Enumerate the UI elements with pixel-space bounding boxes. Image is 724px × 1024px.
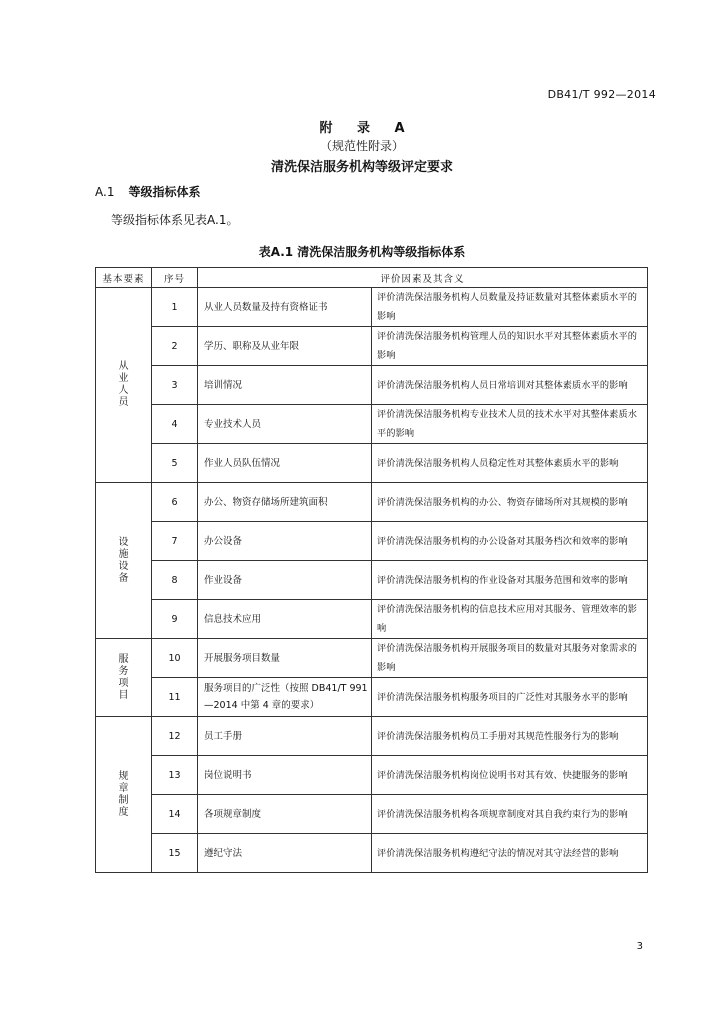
table-row [96, 288, 648, 327]
table-row [96, 834, 648, 873]
category-label: 从业人员 [118, 361, 129, 408]
row-number: 8 [152, 561, 198, 600]
row-factor: 专业技术人员 [198, 405, 372, 444]
category-label: 设施设备 [118, 536, 129, 584]
row-factor: 开展服务项目数量 [198, 639, 372, 678]
appendix-name: 清洗保洁服务机构等级评定要求 [270, 160, 453, 175]
row-number: 9 [152, 600, 198, 639]
row-number: 7 [152, 522, 198, 561]
table-row [96, 678, 648, 717]
category-cell [96, 483, 152, 639]
row-description: 评价清洗保洁服务机构服务项目的广泛性对其服务水平的影响 [372, 678, 648, 717]
row-factor: 培训情况 [198, 366, 372, 405]
row-description: 评价清洗保洁服务机构的办公、物资存储场所对其规模的影响 [372, 483, 648, 522]
table-row [96, 444, 648, 483]
table-row [96, 756, 648, 795]
row-number: 10 [152, 639, 198, 678]
table-row [96, 639, 648, 678]
row-factor: 服务项目的广泛性（按照 DB41/T 991—2014 中第 4 章的要求） [198, 678, 372, 717]
row-number: 12 [152, 717, 198, 756]
table-row [96, 561, 648, 600]
row-number: 1 [152, 288, 198, 327]
page-number: 3 [636, 941, 643, 952]
row-factor: 遵纪守法 [198, 834, 372, 873]
row-number: 6 [152, 483, 198, 522]
row-description: 评价清洗保洁服务机构人员稳定性对其整体素质水平的影响 [372, 444, 648, 483]
table-row [96, 405, 648, 444]
table-row [96, 717, 648, 756]
table-row [96, 327, 648, 366]
table-row [96, 522, 648, 561]
standard-code: DB41/T 992—2014 [547, 88, 656, 101]
row-factor: 各项规章制度 [198, 795, 372, 834]
row-description: 评价清洗保洁服务机构人员数量及持证数量对其整体素质水平的影响 [372, 288, 648, 327]
row-factor: 信息技术应用 [198, 600, 372, 639]
appendix-type: （规范性附录） [319, 139, 404, 153]
table-row [96, 600, 648, 639]
category-cell [96, 717, 152, 873]
category-cell [96, 288, 152, 483]
header-factor: 评价因素及其含义 [198, 268, 648, 288]
section-number: A.1 [95, 185, 115, 199]
row-number: 13 [152, 756, 198, 795]
row-description: 评价清洗保洁服务机构专业技术人员的技术水平对其整体素质水平的影响 [372, 405, 648, 444]
section-heading [95, 183, 200, 200]
section-text: 等级指标体系见表A.1。 [111, 213, 239, 227]
row-description: 评价清洗保洁服务机构开展服务项目的数量对其服务对象需求的影响 [372, 639, 648, 678]
row-factor: 办公设备 [198, 522, 372, 561]
section-title: 等级指标体系 [128, 185, 201, 199]
row-description: 评价清洗保洁服务机构岗位说明书对其有效、快捷服务的影响 [372, 756, 648, 795]
category-label: 规章制度 [118, 770, 129, 818]
table-row [96, 795, 648, 834]
row-factor: 岗位说明书 [198, 756, 372, 795]
row-factor: 作业设备 [198, 561, 372, 600]
row-factor: 作业人员队伍情况 [198, 444, 372, 483]
row-description: 评价清洗保洁服务机构人员日常培训对其整体素质水平的影响 [372, 366, 648, 405]
row-description: 评价清洗保洁服务机构管理人员的知识水平对其整体素质水平的影响 [372, 327, 648, 366]
row-number: 15 [152, 834, 198, 873]
row-description: 评价清洗保洁服务机构的作业设备对其服务范围和效率的影响 [372, 561, 648, 600]
category-label: 服务项目 [118, 653, 129, 701]
table-header-row [96, 268, 648, 288]
row-number: 2 [152, 327, 198, 366]
header-category: 基本要素 [96, 268, 152, 288]
row-number: 11 [152, 678, 198, 717]
row-description: 评价清洗保洁服务机构员工手册对其规范性服务行为的影响 [372, 717, 648, 756]
row-number: 14 [152, 795, 198, 834]
row-description: 评价清洗保洁服务机构遵纪守法的情况对其守法经营的影响 [372, 834, 648, 873]
table-row [96, 366, 648, 405]
row-number: 4 [152, 405, 198, 444]
row-number: 3 [152, 366, 198, 405]
appendix-title: 附 录 A [319, 121, 415, 136]
row-factor: 从业人员数量及持有资格证书 [198, 288, 372, 327]
row-factor: 办公、物资存储场所建筑面积 [198, 483, 372, 522]
table-caption: 表A.1 清洗保洁服务机构等级指标体系 [258, 245, 466, 259]
category-cell [96, 639, 152, 717]
row-factor: 学历、职称及从业年限 [198, 327, 372, 366]
row-number: 5 [152, 444, 198, 483]
row-description: 评价清洗保洁服务机构的办公设备对其服务档次和效率的影响 [372, 522, 648, 561]
row-description: 评价清洗保洁服务机构各项规章制度对其自我约束行为的影响 [372, 795, 648, 834]
table-row [96, 483, 648, 522]
row-description: 评价清洗保洁服务机构的信息技术应用对其服务、管理效率的影响 [372, 600, 648, 639]
header-number: 序号 [152, 268, 198, 288]
row-factor: 员工手册 [198, 717, 372, 756]
index-table [95, 267, 648, 873]
